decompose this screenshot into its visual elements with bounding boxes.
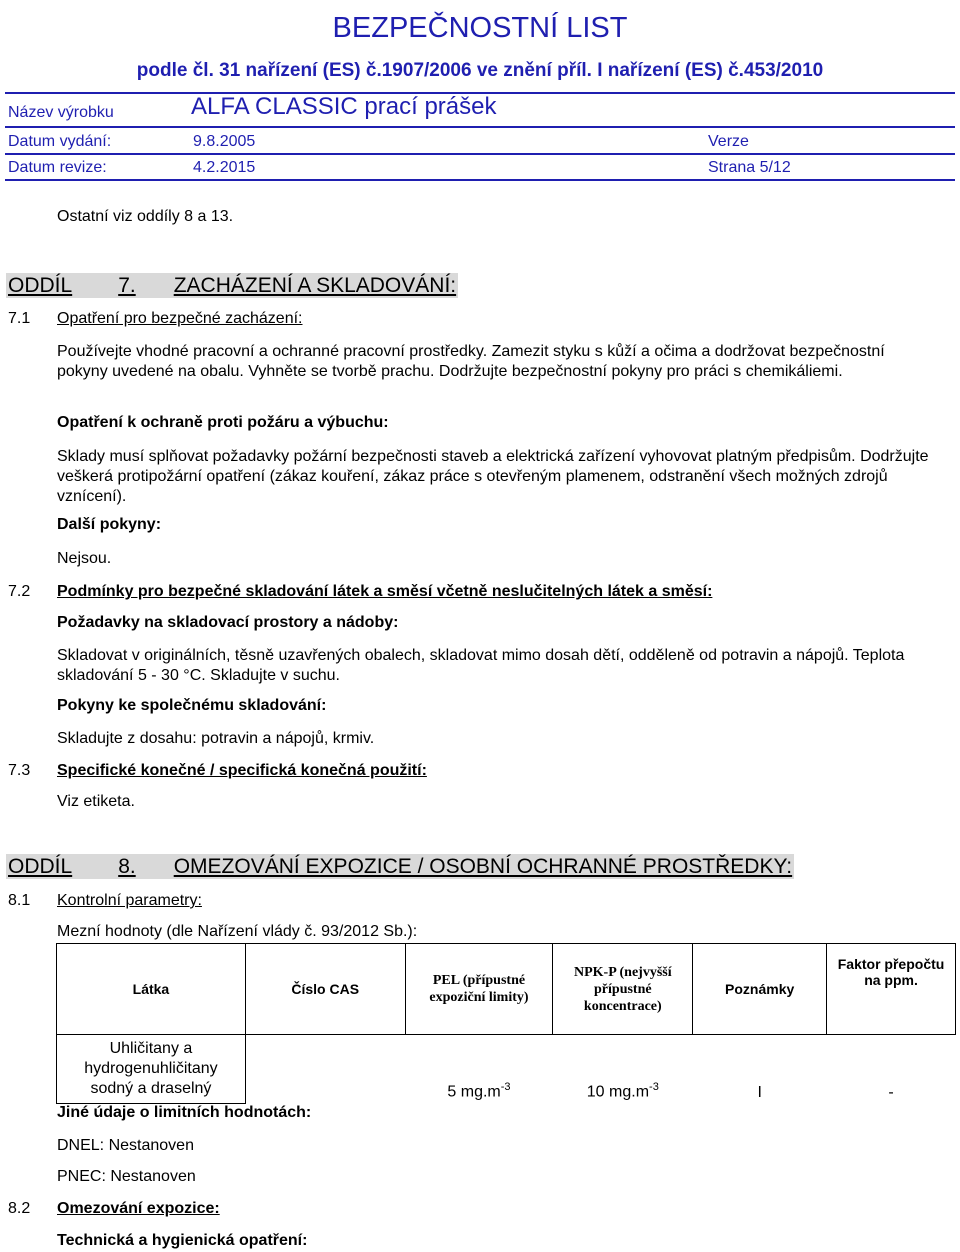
storage-requirements-text: Skladovat v originálních, těsně uzavřených obalech, skladovat mimo dosah dětí, odděleně od potravin a nápojů. Teplota skladování 5 - 30 °C. Skladujte v suchu. <box>57 647 905 684</box>
subsection-7-3-title: Specifické konečné / specifická konečná použití: <box>57 762 427 779</box>
fire-protection-text: Sklady musí splňovat požadavky požární bezpečnosti staveb a elektrická zařízení vyhovovat platným předpisům. Dodržujte veškerá protipožární opatření (zákaz kouření, zákaz práce s otevřeným plamenem, odstranění všech možných zdrojů vznícení). <box>57 448 929 505</box>
joint-storage-text: Skladujte z dosahu: potravin a nápojů, krmiv. <box>57 730 375 747</box>
header-divider <box>5 179 955 181</box>
cell-npk: 10 $mg.m^{-3}$ <box>586 1081 659 1101</box>
exposure-limits-table <box>56 943 956 1104</box>
regulation-subtitle: podle čl. 31 nařízení (ES) č.1907/2006 ve znění příl. I nařízení (ES) č.453/2010 <box>136 60 824 81</box>
specific-use-text: Viz etiketa. <box>57 793 135 810</box>
cell-ppm-factor: - <box>888 1083 894 1101</box>
table-row <box>57 1035 956 1104</box>
revision-date-label: Datum revize: <box>8 159 107 176</box>
header-divider <box>5 153 955 155</box>
column-header-notes: Poznámky <box>693 944 827 1035</box>
other-limits-heading: Jiné údaje o limitních hodnotách: <box>57 1104 312 1121</box>
issue-date: 9.8.2005 <box>193 133 256 150</box>
handling-text: Používejte vhodné pracovní a ochranné pracovní prostředky. Zamezit styku s kůží a očima a dodržovat bezpečnostní pokyny uvedené na obalu. Vyhněte se tvorbě prachu. Dodržujte bezpečnostní pokyny pro práci s chemikáliemi. <box>57 343 885 380</box>
subsection-7-1-title: Opatření pro bezpečné zacházení: <box>57 310 303 327</box>
cell-notes: I <box>757 1083 762 1101</box>
column-header-pel: PEL (přípustné expoziční limity) <box>405 944 553 1035</box>
column-header-npk: NPK-P (nejvyšší přípustné koncentrace) <box>553 944 693 1035</box>
subsection-8-1-title: Kontrolní parametry: <box>57 892 202 909</box>
cell-cas <box>245 1035 405 1104</box>
cell-pel: 5 $mg.m^{-3}$ <box>447 1081 511 1101</box>
storage-requirements-heading: Požadavky na skladovací prostory a nádoby: <box>57 614 399 631</box>
technical-measures-heading: Technická a hygienická opatření: <box>57 1232 308 1249</box>
header-divider <box>5 126 955 128</box>
limits-caption: Mezní hodnoty (dle Nařízení vlády č. 93/2012 Sb.): <box>57 923 418 940</box>
cell-substance: Uhličitany a hydrogenuhličitany sodný a draselný <box>57 1035 246 1104</box>
column-header-ppm-factor: Faktor přepočtu na ppm. <box>827 944 956 1035</box>
product-name: ALFA CLASSIC prací prášek <box>191 93 497 120</box>
column-header-cas: Číslo CAS <box>245 944 405 1035</box>
version-label: Verze <box>708 133 749 150</box>
product-label: Název výrobku <box>8 104 114 121</box>
revision-date: 4.2.2015 <box>193 159 256 176</box>
issue-date-label: Datum vydání: <box>8 133 112 150</box>
other-instructions-text: Nejsou. <box>57 550 112 567</box>
table-header-row <box>57 944 956 1035</box>
joint-storage-heading: Pokyny ke společnému skladování: <box>57 697 327 714</box>
section-8-heading: ODDÍL 8. OMEZOVÁNÍ EXPOZICE / OSOBNÍ OCHRANNÉ PROSTŘEDKY: <box>8 855 793 878</box>
section-7-heading: ODDÍL 7. ZACHÁZENÍ A SKLADOVÁNÍ: <box>8 274 457 297</box>
subsection-7-2-title: Podmínky pro bezpečné skladování látek a směsí včetně neslučitelných látek a směsí: <box>57 583 713 600</box>
intro-text: Ostatní viz oddíly 8 a 13. <box>57 208 234 225</box>
subsection-number: 7.2 <box>8 583 31 600</box>
document-title: BEZPEČNOSTNÍ LIST <box>332 12 628 44</box>
column-header-substance: Látka <box>57 944 246 1035</box>
subsection-number: 8.2 <box>8 1200 31 1217</box>
subsection-number: 7.1 <box>8 310 31 327</box>
subsection-8-2-title: Omezování expozice: <box>57 1200 220 1217</box>
subsection-number: 8.1 <box>8 892 31 909</box>
other-instructions-heading: Další pokyny: <box>57 516 162 533</box>
pnec-text: PNEC: Nestanoven <box>57 1168 196 1185</box>
fire-protection-heading: Opatření k ochraně proti požáru a výbuchu: <box>57 414 389 431</box>
subsection-number: 7.3 <box>8 762 31 779</box>
dnel-text: DNEL: Nestanoven <box>57 1137 194 1154</box>
page-number: Strana 5/12 <box>708 159 791 176</box>
